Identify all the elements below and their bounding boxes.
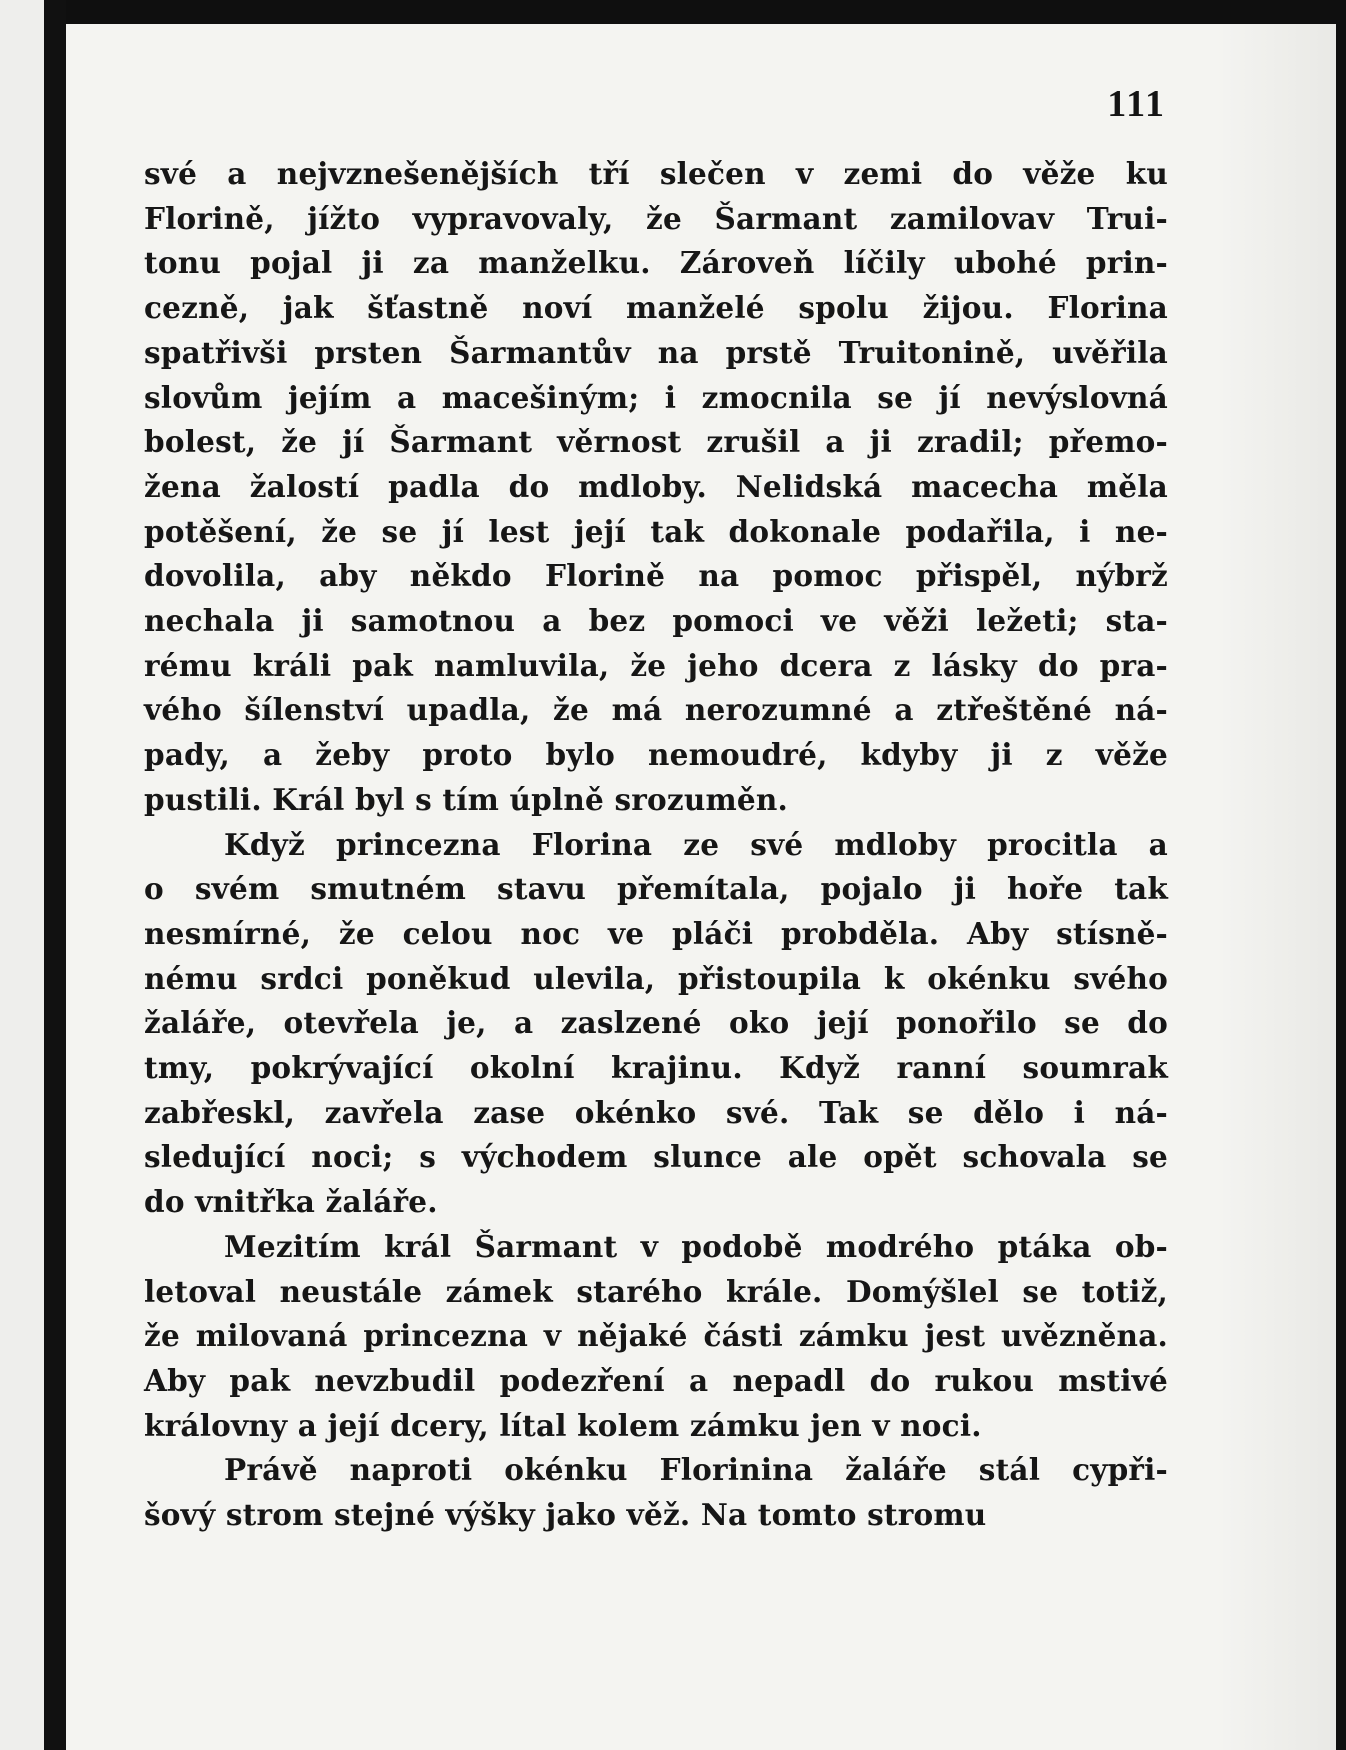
text-line: žena žalostí padla do mdloby. Nelidská macecha měla [144,468,1168,504]
book-page [66,24,1336,1750]
text-line: rému králi pak namluvila, že jeho dcera z lásky do pra- [144,647,1168,683]
page-number: 111 [1107,83,1166,125]
text-line: vého šílenství upadla, že má nerozumné a ztřeštěné ná- [144,692,1168,728]
text-line: o svém smutném stavu přemítala, pojalo ji hoře tak [144,871,1168,907]
text-line: žaláře, otevřela je, a zaslzené oko její ponořilo se do [144,1005,1168,1041]
body-text [144,152,1168,1538]
text-line: že milovaná princezna v nějaké části zámku jest uvězněna. [144,1318,1168,1354]
text-line: nechala ji samotnou a bez pomoci ve věži ležeti; sta- [144,603,1168,639]
text-line: nesmírné, že celou noc ve pláči probděla. Aby stísně- [144,915,1168,951]
text-line: Aby pak nevzbudil podezření a nepadl do rukou mstivé [144,1362,1168,1398]
text-line: pady, a žeby proto bylo nemoudré, kdyby ji z věže [144,737,1168,773]
text-line: Mezitím král Šarmant v podobě modrého ptáka ob- [224,1228,1168,1264]
paragraph [144,1225,1168,1449]
text-line: tmy, pokrývající okolní krajinu. Když ranní soumrak [144,1050,1168,1086]
text-line: sledující noci; s východem slunce ale opět schovala se [144,1139,1168,1175]
text-line: pustili. Král byl s tím úplně srozuměn. [144,781,788,817]
binding-shadow [44,0,66,1750]
text-line: bolest, že jí Šarmant věrnost zrušil a ji zradil; přemo- [144,424,1168,460]
text-line: slovům jejím a macešiným; i zmocnila se jí nevýslovná [144,379,1168,415]
paragraph [144,1448,1168,1537]
text-line: Když princezna Florina ze své mdloby procitla a [224,826,1168,862]
text-line: tonu pojal ji za manželku. Zároveň líčily ubohé prin- [144,245,1168,281]
text-line: potěšení, že se jí lest její tak dokonale podařila, i ne- [144,513,1168,549]
text-line: spatřivši prsten Šarmantův na prstě Truitonině, uvěřila [144,334,1168,370]
text-line: letoval neustále zámek starého krále. Domýšlel se totiž, [144,1273,1168,1309]
text-line: Florině, jížto vypravovaly, že Šarmant zamilovav Trui- [144,200,1168,236]
text-line: do vnitřka žaláře. [144,1184,438,1220]
text-line: nému srdci poněkud ulevila, přistoupila k okénku svého [144,960,1168,996]
left-margin-strip [0,0,44,1750]
text-line: šový strom stejné výšky jako věž. Na tomto stromu [144,1497,987,1533]
paragraph [144,152,1168,823]
text-line: zabřeskl, zavřela zase okénko své. Tak se dělo i ná- [144,1094,1168,1130]
page-edge-shading [1216,24,1336,1750]
text-line: královny a její dcery, lítal kolem zámku jen v noci. [144,1407,982,1443]
text-line: dovolila, aby někdo Florině na pomoc přispěl, nýbrž [144,558,1168,594]
text-line: Právě naproti okénku Florinina žaláře stál cypři- [224,1452,1168,1488]
text-line: své a nejvznešenějších tří slečen v zemi do věže ku [144,156,1168,191]
paragraph [144,823,1168,1225]
text-line: cezně, jak šťastně noví manželé spolu žijou. Florina [144,290,1168,326]
